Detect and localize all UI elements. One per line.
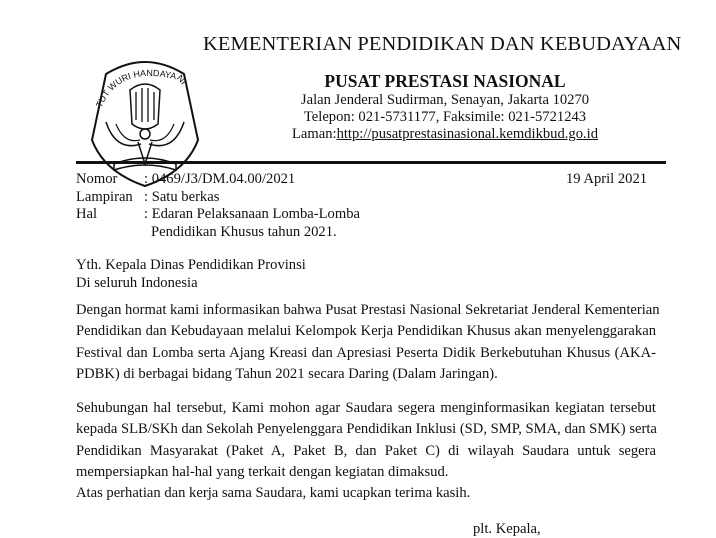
letter-date: 19 April 2021 [566,171,648,187]
addressee [76,257,306,292]
lampiran-label: Lampiran [76,188,133,205]
addressee-line-2: Di seluruh Indonesia [76,274,198,291]
letter-meta [76,171,360,241]
paragraph-line: Pendidikan Masyarakat (Paket A, Paket B, dan Paket C) di wilayah Saudara untuk segera [76,442,656,459]
nomor-label: Nomor [76,171,118,187]
website-link[interactable]: http://pusatprestasinasional.kemdikbud.go.id [336,126,599,142]
organization-name: PUSAT PRESTASI NASIONAL [324,71,566,91]
paragraph-line: Sehubungan hal tersebut, Kami mohon agar Saudara segera menginformasikan kegiatan tersebut [76,400,656,416]
ministry-name: KEMENTERIAN PENDIDIKAN DAN KEBUDAYAAN [203,33,682,55]
paragraph-line: kepada SLB/SKh dan Sekolah Penyelenggara Pendidikan Inklusi (SD, SMP, SMA, dan SMK) serta [76,421,657,438]
paragraph-line: mempersiapkan hal-hal yang terkait dengan kegiatan dimaksud. [76,463,449,480]
closing-paragraph: Atas perhatian dan kerja sama Saudara, kami ucapkan terima kasih. [76,485,471,501]
addressee-line-1: Yth. Kepala Dinas Pendidikan Provinsi [76,257,306,273]
phone-fax: Telepon: 021-5731177, Faksimile: 021-5721243 [303,109,587,125]
lampiran-value: : Satu berkas [144,188,220,205]
paragraph-line: Dengan hormat kami informasikan bahwa Pusat Prestasi Nasional Sekretariat Jenderal Kementerian [76,302,660,318]
letterhead-block [250,70,640,143]
paragraph-line: Pendidikan dan Kebudayaan melalui Kelompok Kerja Pendidikan Khusus akan menyelenggarakan [76,323,656,340]
hal-value: : Edaran Pelaksanaan Lomba-Lomba [144,206,360,222]
paragraph-line: Festival dan Lomba serta Ajang Kreasi dan Apresiasi Peserta Didik Berkebutuhan Khusus (AKA- [76,344,656,361]
header-divider [76,161,666,164]
paragraph-line: PDBK) di berbagai bidang Tahun 2021 secara Daring (Dalam Jaringan). [76,365,498,382]
nomor-value: : 0469/J3/DM.04.00/2021 [144,171,296,187]
paragraph-1 [76,300,660,385]
tut-wuri-handayani-logo [86,52,204,190]
signature-title: plt. Kepala, [473,521,541,537]
website-label: Laman: [291,126,337,142]
hal-label: Hal [76,206,98,222]
paragraph-2 [76,398,656,483]
website [250,126,640,143]
hal-value-continued: Pendidikan Khusus tahun 2021. [151,223,337,240]
address: Jalan Jenderal Sudirman, Senayan, Jakarta 10270 [300,92,590,108]
svg-text:TUT WURI HANDAYANI: TUT WURI HANDAYANI [94,67,189,109]
